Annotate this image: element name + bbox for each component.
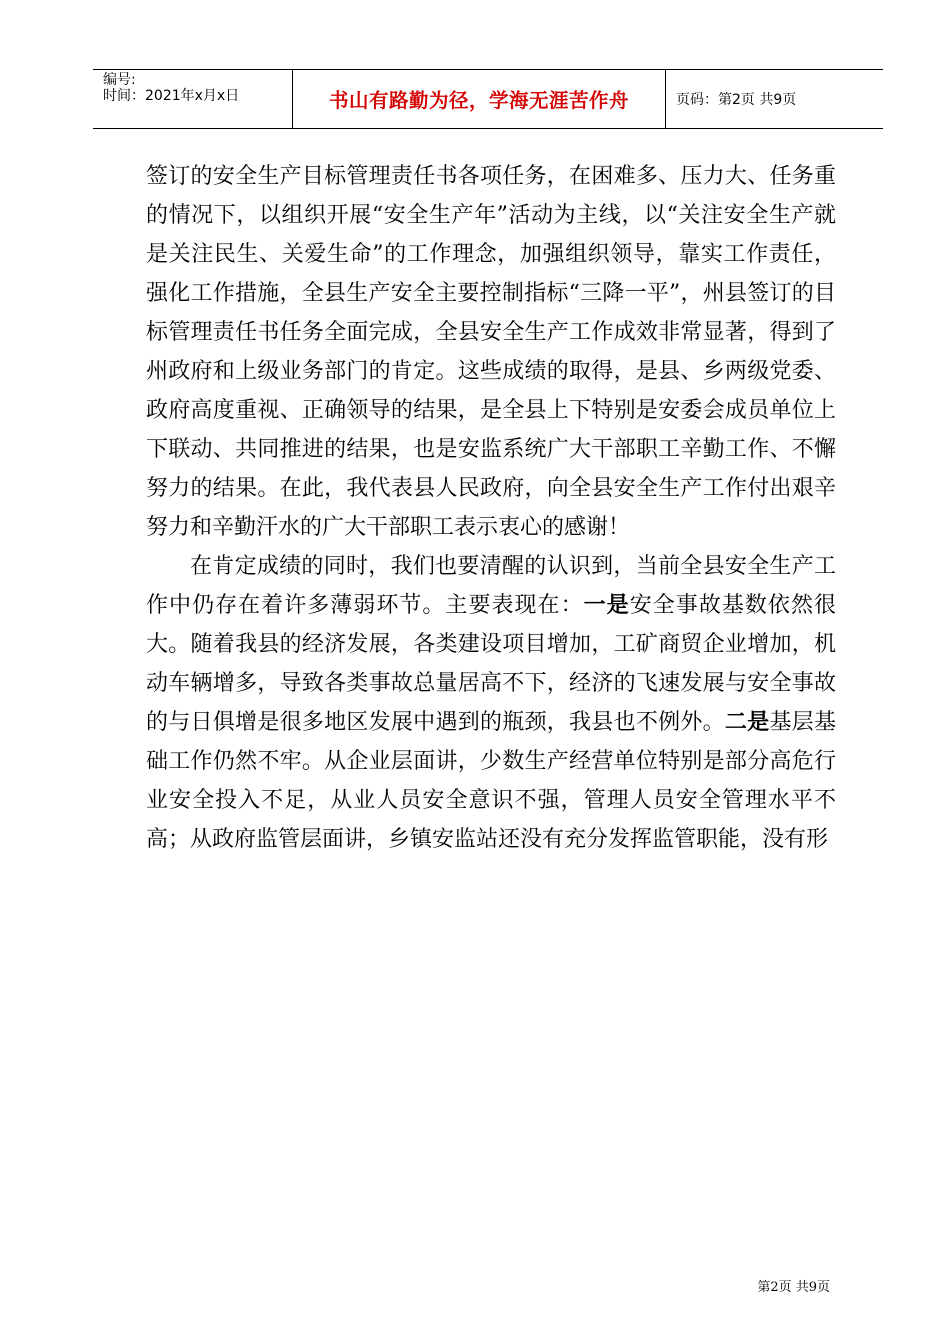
header-motto: 书山有路勤为径，学海无涯苦作舟: [293, 70, 666, 128]
paragraph-2: [146, 547, 836, 859]
point-one-marker: 一是: [583, 592, 630, 618]
point-two-text: 基层基础工作仍然不牢。从企业层面讲，少数生产经营单位特别是部分高危行业安全投入不足，从业人员安全意识不强，管理人员安全管理水平不高；从政府监管层面讲，乡镇安监站还没有充分发挥监管职能，没有形: [146, 710, 836, 852]
header-page-number: 页码：第2页 共9页: [676, 92, 797, 108]
paragraph-1: 签订的安全生产目标管理责任书各项任务，在困难多、压力大、任务重的情况下，以组织开展“安全生产年”活动为主线，以“关注安全生产就是关注民生、关爱生命”的工作理念，加强组织领导，靠实工作责任，强化工作措施，全县生产安全主要控制指标“三降一平”，州县签订的目标管理责任书任务全面完成，全县安全生产工作成效非常显著，得到了州政府和上级业务部门的肯定。这些成绩的取得，是县、乡两级党委、政府高度重视、正确领导的结果，是全县上下特别是安委会成员单位上下联动、共同推进的结果，也是安监系统广大干部职工辛勤工作、不懈努力的结果。在此，我代表县人民政府，向全县安全生产工作付出艰辛努力和辛勤汗水的广大干部职工表示衷心的感谢！: [146, 164, 836, 540]
header-meta: [93, 70, 293, 128]
document-body: [146, 157, 836, 859]
page-header: [93, 69, 883, 129]
serial-number-label: 编号:: [103, 72, 136, 88]
footer-page-number: 第2页 共9页: [757, 1280, 830, 1295]
point-one-text: 安全事故基数依然很大。随着我县的经济发展，各类建设项目增加，工矿商贸企业增加，机动车辆增多，导致各类事故总量居高不下，经济的飞速发展与安全事故的与日俱增是很多地区发展中遇到的瓶颈，我县也不例外。: [146, 593, 836, 735]
paragraph-2-intro: 在肯定成绩的同时，我们也要清醒的认识到，当前全县安全生产工作中仍存在着许多薄弱环节。主要表现在：: [146, 554, 836, 618]
date-label: 时间：2021年x月x日: [103, 88, 240, 104]
point-two-marker: 二是: [724, 709, 770, 735]
